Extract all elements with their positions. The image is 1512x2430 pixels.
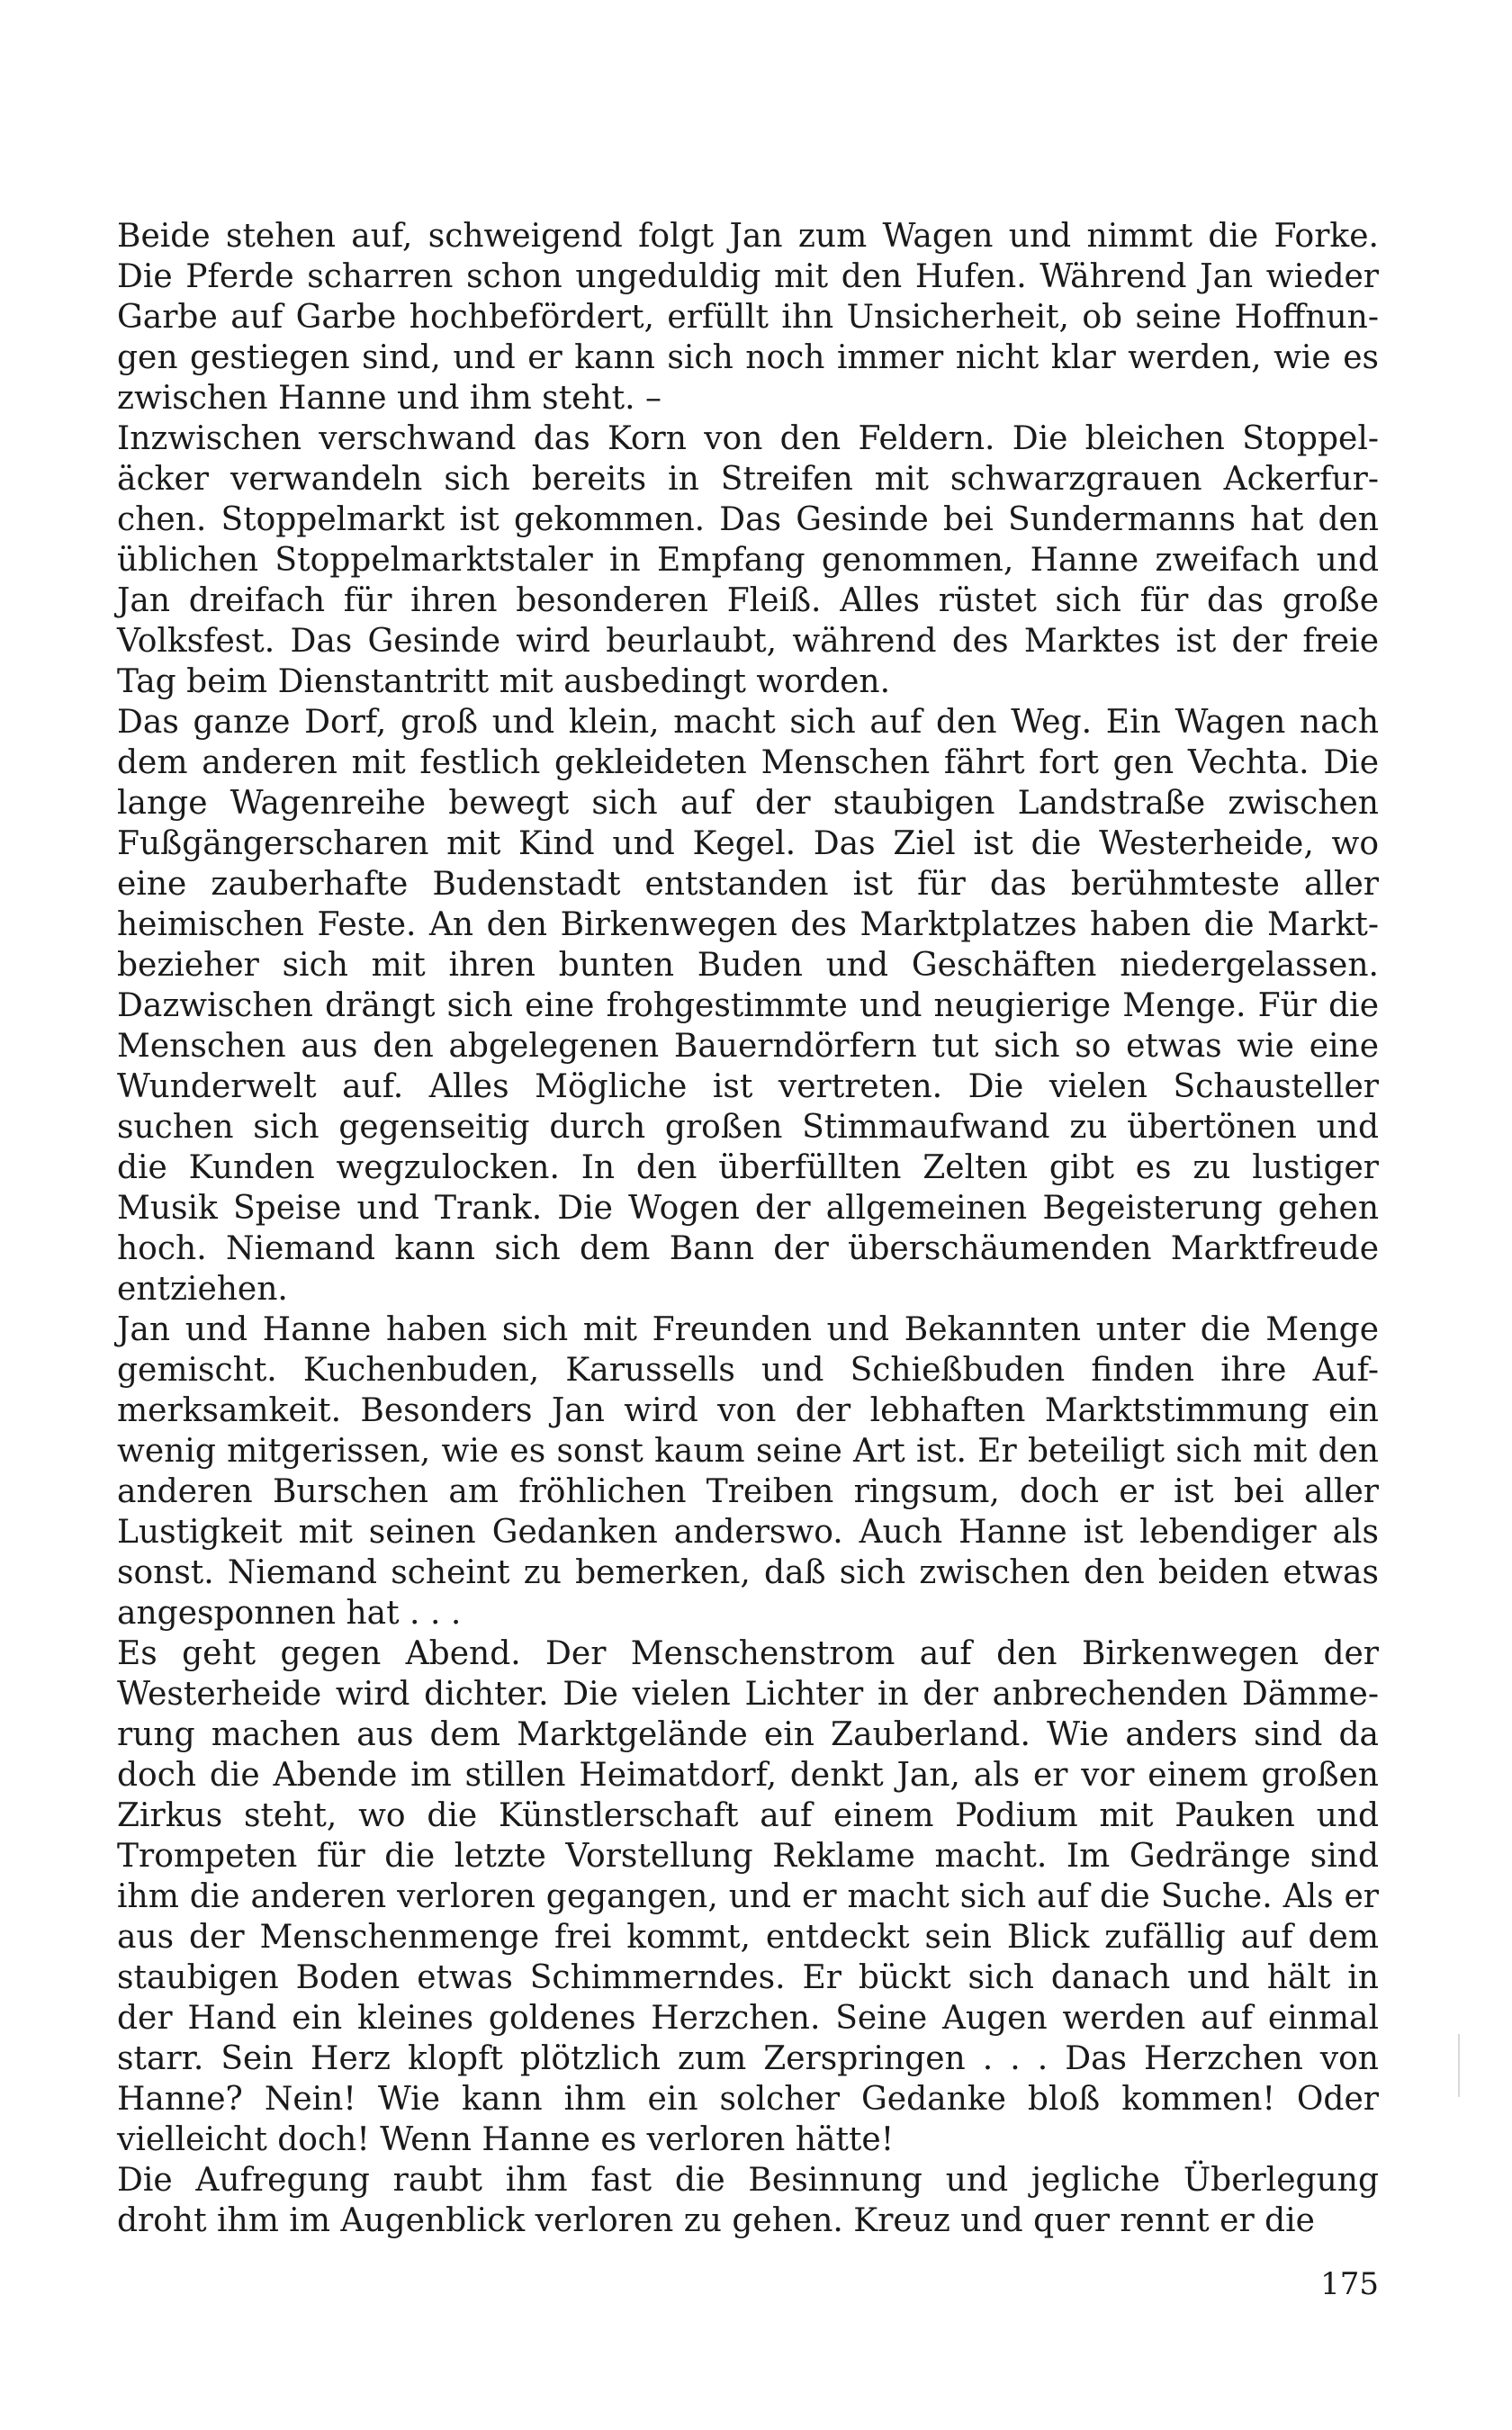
text-line: Fußgängerscharen mit Kind und Kegel. Das Ziel ist die Westerheide, wo — [117, 825, 1379, 862]
text-line: Garbe auf Garbe hochbefördert, erfüllt ihn Unsicherheit, ob seine Hoffnun- — [117, 299, 1379, 336]
text-line: Die Pferde scharren schon ungeduldig mit den Hufen. Während Jan wieder — [117, 258, 1379, 295]
text-line: gemischt. Kuchenbuden, Karussells und Schießbuden finden ihre Auf- — [117, 1352, 1379, 1389]
text-line: Zirkus steht, wo die Künstlerschaft auf einem Podium mit Pauken und — [117, 1797, 1379, 1834]
paragraph — [117, 702, 1379, 1310]
text-line: Das ganze Dorf, groß und klein, macht sich auf den Weg. Ein Wagen nach — [117, 704, 1379, 741]
text-line: Beide stehen auf, schweigend folgt Jan zum Wagen und nimmt die Forke. — [117, 218, 1379, 255]
text-line: suchen sich gegenseitig durch großen Stimmaufwand zu übertönen und — [117, 1109, 1379, 1146]
text-line: ihm die anderen verloren gegangen, und er macht sich auf die Suche. Als er — [117, 1878, 1379, 1915]
text-line: Es geht gegen Abend. Der Menschenstrom auf den Birkenwegen der — [117, 1635, 1379, 1672]
text-line: Westerheide wird dichter. Die vielen Lichter in der anbrechenden Dämme- — [117, 1676, 1379, 1713]
text-line: Jan dreifach für ihren besonderen Fleiß. Alles rüstet sich für das große — [117, 582, 1379, 619]
paragraph — [117, 1310, 1379, 1634]
page-number: 175 — [1320, 2266, 1379, 2302]
text-line: Hanne? Nein! Wie kann ihm ein solcher Gedanke bloß kommen! Oder — [117, 2081, 1379, 2118]
paragraph — [117, 418, 1379, 702]
text-line: eine zauberhafte Budenstadt entstanden ist für das berühmteste aller — [117, 866, 1379, 903]
text-line: Menschen aus den abgelegenen Bauerndörfern tut sich so etwas wie eine — [117, 1028, 1379, 1065]
text-line: staubigen Boden etwas Schimmerndes. Er bückt sich danach und hält in — [117, 1959, 1379, 1996]
text-line: droht ihm im Augenblick verloren zu gehen. Kreuz und quer rennt er die — [117, 2202, 1315, 2239]
paragraph — [117, 2160, 1379, 2241]
text-line: Wunderwelt auf. Alles Mögliche ist vertreten. Die vielen Schausteller — [117, 1068, 1379, 1105]
text-line: Volksfest. Das Gesinde wird beurlaubt, während des Marktes ist der freie — [117, 623, 1379, 660]
text-line: heimischen Feste. An den Birkenwegen des Marktplatzes haben die Markt- — [117, 906, 1379, 943]
text-line: Tag beim Dienstantritt mit ausbedingt worden. — [117, 663, 891, 700]
text-line: Die Aufregung raubt ihm fast die Besinnung und jegliche Überlegung — [117, 2162, 1379, 2199]
text-line: hoch. Niemand kann sich dem Bann der überschäumenden Marktfreude — [117, 1230, 1379, 1267]
text-line: üblichen Stoppelmarktstaler in Empfang genommen, Hanne zweifach und — [117, 542, 1379, 579]
text-line: bezieher sich mit ihren bunten Buden und Geschäften niedergelassen. — [117, 947, 1379, 984]
text-line: lange Wagenreihe bewegt sich auf der staubigen Landstraße zwischen — [117, 785, 1379, 822]
text-line: die Kunden wegzulocken. In den überfüllten Zelten gibt es zu lustiger — [117, 1149, 1379, 1186]
body-text — [117, 216, 1379, 2241]
text-line: anderen Burschen am fröhlichen Treiben ringsum, doch er ist bei aller — [117, 1473, 1379, 1510]
text-line: starr. Sein Herz klopft plötzlich zum Zerspringen . . . Das Herzchen von — [117, 2040, 1379, 2077]
paragraph — [117, 1634, 1379, 2160]
text-line: der Hand ein kleines goldenes Herzchen. Seine Augen werden auf einmal — [117, 2000, 1379, 2037]
text-line: merksamkeit. Besonders Jan wird von der lebhaften Marktstimmung ein — [117, 1392, 1379, 1429]
text-line: Lustigkeit mit seinen Gedanken anderswo. Auch Hanne ist lebendiger als — [117, 1514, 1379, 1551]
text-line: Inzwischen verschwand das Korn von den Feldern. Die bleichen Stoppel- — [117, 420, 1379, 457]
paragraph — [117, 216, 1379, 418]
text-line: rung machen aus dem Marktgelände ein Zauberland. Wie anders sind da — [117, 1716, 1379, 1753]
text-line: chen. Stoppelmarkt ist gekommen. Das Gesinde bei Sundermanns hat den — [117, 501, 1379, 538]
text-line: dem anderen mit festlich gekleideten Menschen fährt fort gen Vechta. Die — [117, 744, 1379, 781]
text-line: Jan und Hanne haben sich mit Freunden und Bekannten unter die Menge — [117, 1311, 1379, 1348]
margin-mark — [1458, 2034, 1460, 2097]
text-line: angesponnen hat . . . — [117, 1595, 462, 1632]
text-line: Trompeten für die letzte Vorstellung Reklame macht. Im Gedränge sind — [117, 1838, 1379, 1875]
text-line: äcker verwandeln sich bereits in Streifen mit schwarzgrauen Ackerfur- — [117, 461, 1379, 498]
text-line: vielleicht doch! Wenn Hanne es verloren hätte! — [117, 2121, 895, 2158]
text-line: Dazwischen drängt sich eine frohgestimmte und neugierige Menge. Für die — [117, 987, 1379, 1024]
text-line: Musik Speise und Trank. Die Wogen der allgemeinen Begeisterung gehen — [117, 1190, 1379, 1227]
text-line: wenig mitgerissen, wie es sonst kaum seine Art ist. Er beteiligt sich mit den — [117, 1433, 1379, 1470]
text-line: doch die Abende im stillen Heimatdorf, denkt Jan, als er vor einem großen — [117, 1757, 1379, 1794]
text-line: sonst. Niemand scheint zu bemerken, daß sich zwischen den beiden etwas — [117, 1554, 1379, 1591]
text-line: gen gestiegen sind, und er kann sich noch immer nicht klar werden, wie es — [117, 339, 1379, 376]
text-line: aus der Menschenmenge frei kommt, entdeckt sein Blick zufällig auf dem — [117, 1919, 1379, 1956]
text-line: entziehen. — [117, 1271, 288, 1308]
text-line: zwischen Hanne und ihm steht. – — [117, 380, 662, 417]
